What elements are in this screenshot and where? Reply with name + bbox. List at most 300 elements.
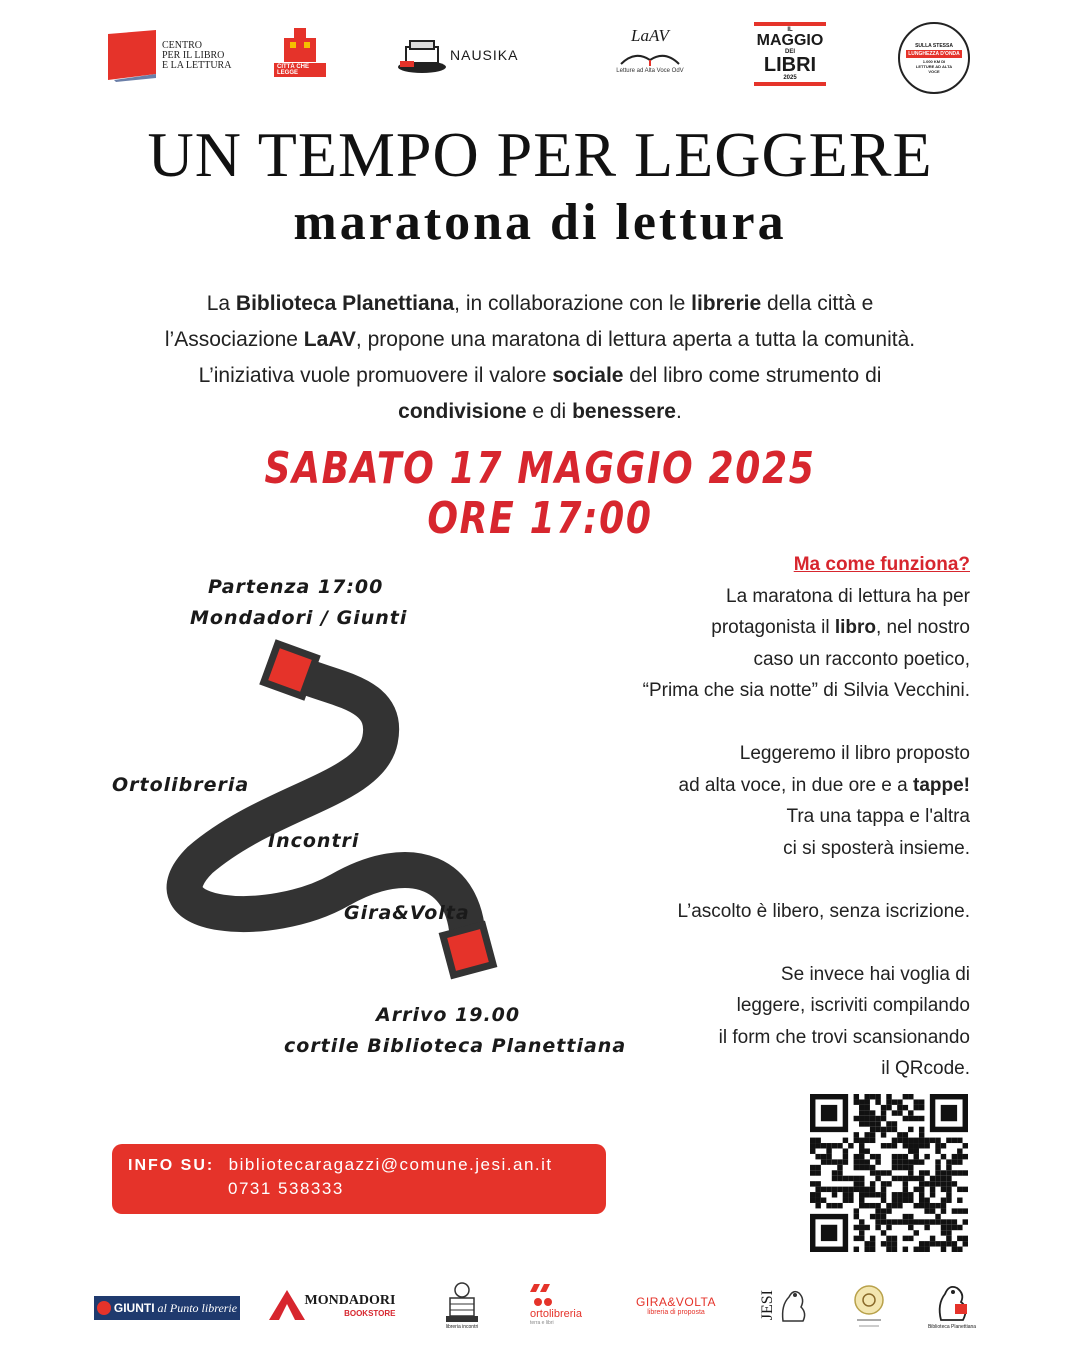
qr-module [859,1230,864,1235]
qr-module [903,1176,908,1181]
qr-module [870,1214,875,1219]
qr-module [935,1241,940,1246]
qr-module [843,1192,848,1197]
info-email[interactable]: bibliotecaragazzi@comune.jesi.an.it [228,1155,553,1174]
qr-module [930,1176,935,1181]
qr-module [864,1241,869,1246]
qr-module [952,1208,957,1213]
books-stack-icon [398,37,448,73]
qr-module [843,1159,848,1164]
qr-module [908,1236,913,1241]
qr-module [859,1176,864,1181]
giunti-icon [97,1301,111,1315]
qr-module [946,1241,951,1246]
qr-module [859,1110,864,1115]
qr-module [859,1192,864,1197]
qr-module [826,1187,831,1192]
qr-module [892,1154,897,1159]
laav-title: LaAV [631,26,669,45]
qr-module [897,1132,902,1137]
qr-module [870,1170,875,1175]
qr-module [832,1192,837,1197]
qr-module [854,1208,859,1213]
qr-module [903,1138,908,1143]
qr-module [919,1192,924,1197]
qr-module [881,1170,886,1175]
qr-module [930,1187,935,1192]
qr-module [897,1165,902,1170]
qr-module [914,1203,919,1208]
cepell-book-icon [106,30,158,82]
qr-module [859,1165,864,1170]
how-question: Ma come funziona? [793,554,970,575]
qr-module [859,1198,864,1203]
qr-module [881,1110,886,1115]
citta-che-legge-logo [274,28,326,84]
qr-module [908,1214,913,1219]
qr-module [897,1138,902,1143]
qr-module [815,1187,820,1192]
qr-module [957,1198,962,1203]
page-title: UN TEMPO PER LEGGERE [147,119,933,190]
qr-module [908,1176,913,1181]
qr-module [821,1225,837,1241]
qr-module [859,1105,864,1110]
qr-module [897,1176,902,1181]
qr-module [941,1241,946,1246]
qr-module [875,1121,880,1126]
qr-module [892,1247,897,1252]
qr-module [903,1143,908,1148]
qr-module [837,1143,842,1148]
orto-icon [530,1284,556,1308]
giunti-sub: al Punto [157,1300,199,1315]
qr-module [854,1116,859,1121]
event-day: SABATO 17 MAGGIO 2025 [264,443,816,494]
qr-module [810,1170,815,1175]
qr-module [952,1241,957,1246]
qr-module [881,1208,886,1213]
qr-module [919,1099,924,1104]
qr-module [908,1170,913,1175]
qr-module [875,1127,880,1132]
qr-module [821,1105,837,1121]
how-p1-l3: caso un racconto poetico, [753,648,970,670]
qr-module [848,1176,853,1181]
qr-module [843,1187,848,1192]
qr-module [881,1230,886,1235]
qr-module [810,1192,815,1197]
qr-module [930,1219,935,1224]
qr-module [854,1176,859,1181]
route-end-time: Arrivo 19.00 [376,1004,521,1026]
qr-module [935,1219,940,1224]
qr-module [832,1187,837,1192]
qr-module [963,1208,968,1213]
info-label: INFO SU [128,1157,207,1174]
how-p4-l4: il QRcode. [881,1058,970,1079]
qr-module [832,1176,837,1181]
how-p2-l3: Tra una tappa e l'altra [786,806,970,827]
giunti-name: GIUNTI [113,1301,155,1315]
qr-module [864,1132,869,1137]
qr-module [903,1105,908,1110]
maggio-year: 2025 [783,75,797,81]
qr-module [892,1143,897,1148]
qr-module [919,1198,924,1203]
how-p4-l2: leggere, iscriviti compilando [736,995,970,1016]
qr-module [854,1138,859,1143]
qr-module [919,1176,924,1181]
qr-module [935,1148,940,1153]
qr-module [870,1138,875,1143]
qr-module [908,1219,913,1224]
qr-module [859,1143,864,1148]
qr-module [859,1203,864,1208]
qr-module [881,1198,886,1203]
qr-module [914,1116,919,1121]
gira-name: GIRA&VOLTA [636,1294,716,1309]
crest-logo [846,1275,892,1335]
qr-module [957,1138,962,1143]
cepell-line3: E LA LETTURA [162,60,232,71]
qr-module [924,1203,929,1208]
planettiana-logo [924,1275,980,1335]
qr-module [930,1138,935,1143]
qr-module [859,1225,864,1230]
qr-module [821,1143,826,1148]
qr-module [903,1116,908,1121]
how-p4-l3: il form che trovi scansionando [718,1026,970,1048]
qr-module [875,1214,880,1219]
qr-module [903,1214,908,1219]
qr-module [848,1143,853,1148]
qr-module [946,1192,951,1197]
jesi-lion-icon [777,1285,809,1325]
qr-module [870,1247,875,1252]
gira-sub: libreria di proposta [647,1308,705,1316]
qr-module [815,1203,820,1208]
qr-module [815,1170,820,1175]
qr-module [832,1203,837,1208]
qr-module [919,1219,924,1224]
qr-module [875,1099,880,1104]
laav-caption: Letture ad Alta Voce OdV [616,68,684,74]
qr-module [837,1176,842,1181]
qr-module [892,1159,897,1164]
cepell-logo [106,30,246,82]
citta-text: CITTÀ CHE LEGGE [274,63,326,77]
qr-module [897,1110,902,1115]
qr-module [919,1105,924,1110]
qr-module [897,1198,902,1203]
qr-module [963,1219,968,1224]
qr-module [924,1241,929,1246]
qr-module [843,1148,848,1153]
nausika-logo [398,36,540,74]
qr-module [870,1181,875,1186]
qr-module [919,1127,924,1132]
qr-module [870,1110,875,1115]
how-p1-l2: protagonista il libro, nel nostro [711,617,970,638]
qr-module [837,1165,842,1170]
qr-module [924,1247,929,1252]
qr-module [935,1181,940,1186]
qr-module [881,1143,886,1148]
qr-module [935,1203,940,1208]
qr-module [810,1198,815,1203]
qr-module [886,1121,891,1126]
mondadori-sub: BOOKSTORE [344,1308,396,1318]
qr-module [886,1127,891,1132]
qr-module [924,1225,929,1230]
how-p2-l1: Leggeremo il libro proposto [739,743,970,764]
qr-module [930,1192,935,1197]
qr-module [924,1154,929,1159]
how-p4-l1: Se invece hai voglia di [780,963,970,985]
qr-module [870,1192,875,1197]
lunghezza-bottom: 1.000 KM DI LETTURE AD ALTA VOCE [915,58,953,74]
qr-module [897,1203,902,1208]
qr-module [957,1154,962,1159]
qr-module [815,1181,820,1186]
qr-module [946,1165,951,1170]
qr-module [914,1148,919,1153]
qr-module [930,1181,935,1186]
maggio-line2: MAGGIO [756,32,824,49]
qr-module [935,1214,940,1219]
qr-module [946,1225,951,1230]
qr-module [854,1132,859,1137]
qr-module [935,1170,940,1175]
qr-module [914,1159,919,1164]
qr-module [957,1159,962,1164]
intro-line-3: L’iniziativa vuole promuovere il valore sociale del libro come strumento di [198,364,882,387]
qr-module [919,1187,924,1192]
qr-module [815,1138,820,1143]
qr-module [826,1154,831,1159]
qr-module [919,1116,924,1121]
lunghezza-top: SULLA STESSA [915,42,953,49]
qr-module [859,1219,864,1224]
qr-module [941,1176,946,1181]
qr-module [897,1159,902,1164]
qr-module [875,1203,880,1208]
qr-module [875,1094,880,1099]
qr-module [881,1214,886,1219]
castle-icon [280,28,320,62]
jesi-name: JESI [759,1289,776,1321]
qr-module [952,1219,957,1224]
qr-module [908,1148,913,1153]
qr-module [864,1121,869,1126]
qr-module [854,1247,859,1252]
qr-module [848,1192,853,1197]
qr-module [903,1247,908,1252]
qr-module [859,1154,864,1159]
qr-module [864,1105,869,1110]
qr-module [832,1170,837,1175]
qr-module [897,1099,902,1104]
qr-module [864,1159,869,1164]
qr-module [919,1247,924,1252]
qr-module [864,1138,869,1143]
qr-module [832,1159,837,1164]
incontri-name: libreria incontri [445,1324,479,1330]
qr-module [870,1094,875,1099]
qr-module [892,1138,897,1143]
qr-module [919,1203,924,1208]
qr-module [821,1154,826,1159]
qr-module [815,1192,820,1197]
info-box: INFO SU: bibliotecaragazzi@comune.jesi.an.it 0731 538333 [112,1144,606,1214]
qr-module [919,1170,924,1175]
qr-module [843,1154,848,1159]
qr-module [963,1241,968,1246]
qr-module [946,1236,951,1241]
qr-module [914,1154,919,1159]
qr-module [875,1192,880,1197]
qr-module [903,1192,908,1197]
qr-module [870,1241,875,1246]
qr-module [908,1159,913,1164]
how-p2-l2: ad alta voce, in due ore e a tappe! [678,774,970,796]
qr-module [875,1208,880,1213]
qr-module [957,1247,962,1252]
qr-module [864,1165,869,1170]
qr-module [892,1121,897,1126]
qr-module [914,1247,919,1252]
how-p1-l1: La maratona di lettura ha per [726,585,970,607]
qr-module [837,1159,842,1164]
qr-module [881,1127,886,1132]
giravolta-logo [628,1275,724,1335]
qr-module [946,1181,951,1186]
qr-module [843,1176,848,1181]
qr-code[interactable] [810,1094,968,1252]
route-stop-incontri: Incontri [268,830,360,852]
qr-module [941,1181,946,1186]
qr-module [881,1192,886,1197]
qr-module [881,1116,886,1121]
qr-module [881,1187,886,1192]
qr-module [821,1159,826,1164]
qr-module [908,1094,913,1099]
qr-module [908,1198,913,1203]
qr-module [886,1219,891,1224]
qr-module [886,1241,891,1246]
qr-module [864,1094,869,1099]
qr-module [946,1187,951,1192]
qr-module [924,1208,929,1213]
qr-module [941,1247,946,1252]
open-book-icon [619,46,681,68]
qr-module [903,1187,908,1192]
qr-module [930,1208,935,1213]
qr-module [886,1143,891,1148]
qr-module [952,1247,957,1252]
qr-module [870,1127,875,1132]
nausika-text: NAUSIKA [450,47,519,63]
qr-module [903,1132,908,1137]
qr-module [881,1132,886,1137]
qr-module [957,1148,962,1153]
orto-sub: terra e libri [530,1320,554,1326]
planettiana-name: Biblioteca Planettiana [927,1324,977,1330]
qr-module [854,1214,859,1219]
qr-module [859,1121,864,1126]
qr-module [897,1105,902,1110]
qr-module [837,1187,842,1192]
qr-module [881,1219,886,1224]
qr-module [881,1181,886,1186]
qr-module [930,1241,935,1246]
intro-line-2: l’Associazione LaAV, propone una maratona di lettura aperta a tutta la comunità. [164,328,916,351]
qr-module [897,1219,902,1224]
qr-module [914,1105,919,1110]
how-it-works [540,549,970,1085]
qr-module [837,1170,842,1175]
qr-module [914,1138,919,1143]
qr-module [881,1241,886,1246]
route-start-place: Mondadori / Giunti [190,607,408,629]
qr-module [864,1225,869,1230]
qr-module [957,1236,962,1241]
qr-module [892,1165,897,1170]
qr-module [886,1236,891,1241]
qr-module [957,1225,962,1230]
qr-module [941,1203,946,1208]
qr-module [941,1187,946,1192]
qr-module [903,1181,908,1186]
cepell-line2: PER IL LIBRO [162,50,225,61]
qr-module [935,1143,940,1148]
qr-module [935,1176,940,1181]
qr-module [919,1132,924,1137]
qr-module [854,1225,859,1230]
qr-module [854,1094,859,1099]
qr-module [946,1198,951,1203]
qr-module [886,1105,891,1110]
maggio-dei-libri-logo [754,22,826,86]
info-phone[interactable]: 0731 538333 [228,1179,344,1198]
page-subtitle: maratona di lettura [293,194,787,251]
qr-module [892,1099,897,1104]
qr-module [870,1187,875,1192]
qr-module [897,1154,902,1159]
qr-module [886,1181,891,1186]
qr-module [854,1099,859,1104]
qr-module [908,1192,913,1197]
qr-module [935,1138,940,1143]
qr-module [864,1247,869,1252]
qr-module [821,1198,826,1203]
qr-module [870,1165,875,1170]
event-time: ORE 17:00 [427,493,653,544]
qr-module [864,1148,869,1153]
qr-module [870,1121,875,1126]
qr-module [854,1236,859,1241]
event-date [97,444,983,544]
qr-module [963,1187,968,1192]
qr-module [941,1105,957,1121]
route-stop-ortolibreria: Ortolibreria [112,774,250,796]
qr-module [848,1187,853,1192]
qr-module [941,1170,946,1175]
qr-module [924,1181,929,1186]
qr-module [881,1105,886,1110]
qr-module [924,1198,929,1203]
